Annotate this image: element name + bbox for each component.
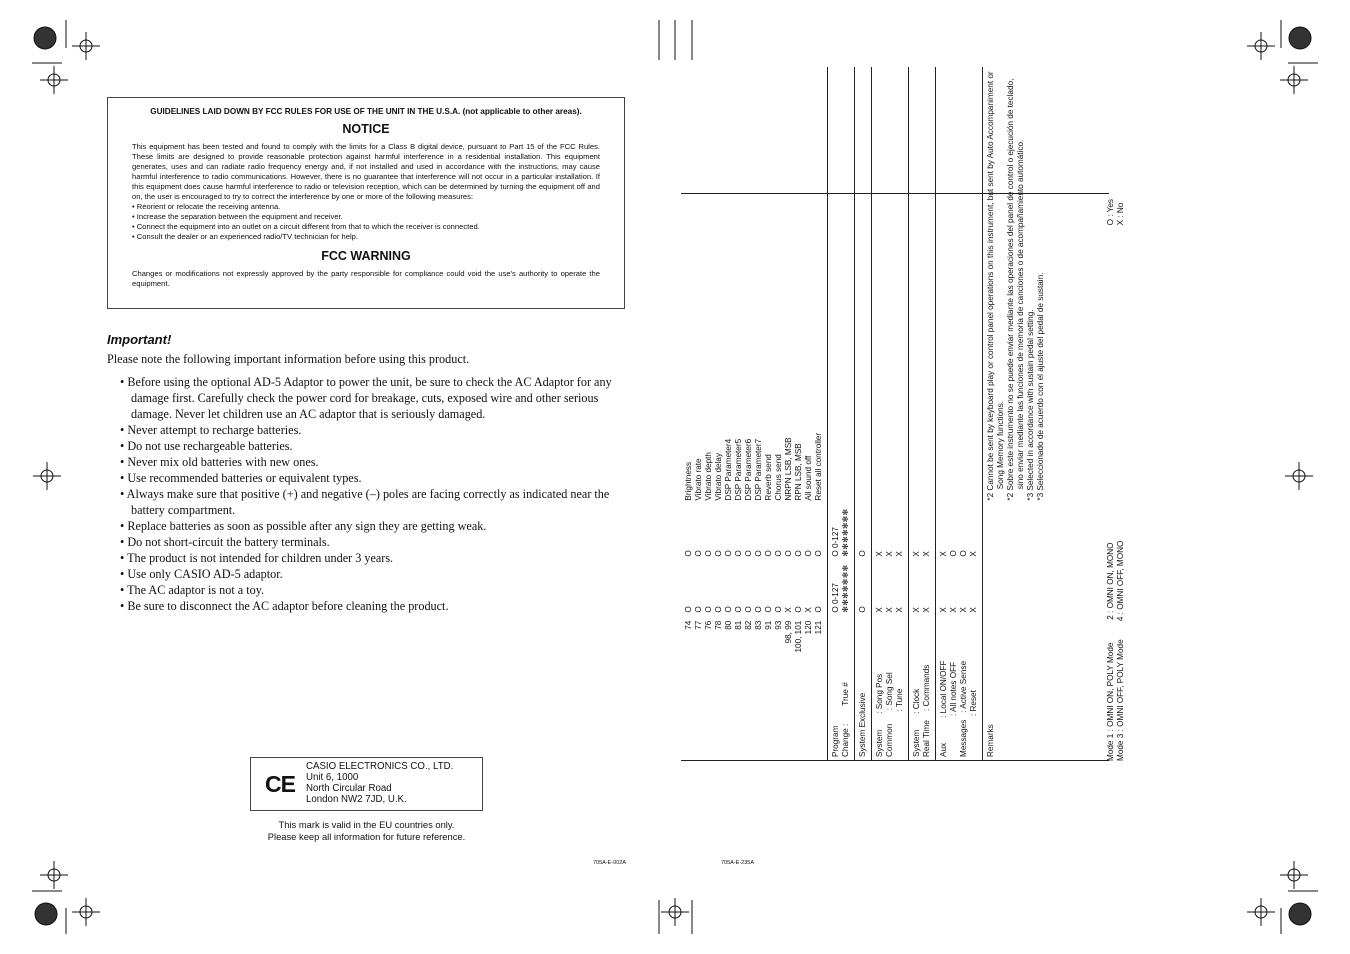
midi-cell: Remarks — [983, 657, 1050, 761]
midi-cell: X X X X — [936, 561, 983, 617]
important-item: • Never attempt to recharge batteries. — [120, 423, 302, 437]
midi-cell — [909, 617, 936, 657]
ce-note-line: Please keep all information for future reference. — [267, 831, 466, 842]
ce-address — [306, 761, 453, 805]
important-item: • Replace batteries as soon as possible after any sign they are getting weak. — [120, 519, 487, 533]
midi-table-row — [936, 67, 983, 761]
notice-title: NOTICE — [342, 122, 390, 136]
important-item: • Do not use rechargeable batteries. — [120, 439, 293, 453]
midi-cell — [681, 657, 828, 761]
midi-legend — [1106, 193, 1130, 761]
fcc-heading: GUIDELINES LAID DOWN BY FCC RULES FOR USE OF THE UNIT IN THE U.S.A. (not applicable to other areas). — [150, 107, 582, 116]
midi-table-row — [855, 67, 872, 761]
midi-table-row — [909, 67, 936, 761]
midi-cell: X O O X — [936, 505, 983, 561]
ce-address-line: London NW2 7JD, U.K. — [306, 794, 407, 805]
notice-body: This equipment has been tested and found to comply with the limits for a Class B digital device, pursuant to Part 15 of the FCC Rules. These limits are designed to provide reasonable protection against harmful interference in a residential installation. This equipment generates, uses and can radiate radio frequency energy and, if not installed and used in accordance with the instructions, may cause harmful interference to radio communications. However, there is no guarantee that interference will not occur in a particular installation. If this equipment does cause harmful interference to radio or television reception, which can be determined by turning the equipment off and on, the user is encouraged to try to correct the interference by one or more of the following measures: — [132, 142, 600, 201]
midi-cell: *2 Cannot be sent by keyboard play or control panel operations on this instrument, but sent by Auto Accompaniment or Song Memory functions. *2 Sobre este instrumento no se puede enviar mediante las operaciones del panel de control o ejecución de teclado, sino enviar mediante las funciones de memoria de canciones o de acompañamiento automático. *3 Selected in accordance with sustain pedal setting. *3 Seleccionado de acuerdo con el ajuste del pedal de sustain. — [983, 67, 1050, 504]
fcc-notice-box — [107, 97, 625, 309]
midi-cell: O 0-127 ✻✻✻✻✻✻✻ — [828, 561, 855, 617]
midi-cell: System Exclusive — [855, 657, 872, 761]
important-intro: Please note the following important information before using this product. — [107, 352, 470, 366]
midi-yes-no-legend: O : Yes X : No — [1106, 199, 1125, 226]
midi-table-row — [872, 67, 909, 761]
document-code-left: 705A-E-002A — [593, 860, 627, 866]
midi-cell: Aux : Local ON/OFF : All notes OFF Messages : Active Sense : Reset — [936, 657, 983, 761]
important-item: • Always make sure that positive (+) and negative (–) poles are facing correctly as indicated near the battery compartment. — [120, 487, 610, 517]
midi-cell — [909, 67, 936, 504]
midi-cell: Program Change : True # — [828, 657, 855, 761]
important-item: • Use recommended batteries or equivalent types. — [120, 471, 362, 485]
midi-cell: X X — [909, 505, 936, 561]
midi-table-row — [828, 67, 855, 761]
midi-cell: 74 77 76 78 80 81 82 83 91 93 98, 99 100, 101 120 121 — [684, 620, 823, 653]
midi-cell — [936, 617, 983, 657]
important-item: • Before using the optional AD-5 Adaptor to power the unit, be sure to check the AC Adaptor for any damage first. Carefully check the power cord for breakage, cuts, exposed wire and other serious damage. Never let children use an AC adaptor that is seriously damaged. — [120, 375, 612, 421]
fcc-measure-item: • Increase the separation between the equipment and receiver. — [132, 212, 343, 221]
midi-cell: O 0-127 ✻✻✻✻✻✻✻ — [828, 505, 855, 561]
important-item: • Do not short-circuit the battery terminals. — [120, 535, 330, 549]
midi-cell: System : Song Pos Common : Song Sel : Tune — [872, 657, 909, 761]
midi-cell — [983, 561, 1050, 617]
midi-cell: O — [855, 561, 872, 617]
ce-logo: CE — [265, 771, 295, 797]
midi-cell: O O O O O O O O O O O O O O — [684, 550, 823, 557]
midi-cell — [936, 67, 983, 504]
midi-cell — [828, 67, 855, 504]
ce-address-line: Unit 6, 1000 — [306, 772, 359, 783]
midi-cell: Brightness Vibrato rate Vibrato depth Vibrato delay DSP Parameter4 DSP Parameter5 DSP Parameter6 DSP Parameter7 Reverb send Chorus send NRPN LSB, MSB RPN LSB, MSB All sound off Reset all controller — [684, 432, 823, 501]
fcc-measure-item: • Reorient or relocate the receiving antenna. — [132, 202, 281, 211]
important-item: • Never mix old batteries with new ones. — [120, 455, 319, 469]
midi-cell — [872, 617, 909, 657]
midi-table-row — [983, 67, 1050, 761]
midi-cell: X X X — [872, 505, 909, 561]
fcc-warning-title: FCC WARNING — [321, 249, 411, 263]
midi-table-body — [681, 67, 1049, 761]
ce-address-line: North Circular Road — [306, 783, 392, 794]
midi-mode-legend: Mode 1 : OMNI ON, POLY Mode 2 : OMNI ON, MONO Mode 3 : OMNI OFF, POLY Mode 4 : OMNI OFF, MONO — [1106, 540, 1125, 761]
midi-cell — [855, 617, 872, 657]
important-item: • The product is not intended for children under 3 years. — [120, 551, 394, 565]
fcc-measure-item: • Connect the equipment into an outlet on a circuit different from that to which the receiver is connected. — [132, 222, 480, 231]
midi-table-row — [681, 67, 828, 761]
fcc-measure-item: • Consult the dealer or an experienced radio/TV technician for help. — [132, 232, 358, 241]
fcc-warning-body: Changes or modifications not expressly approved by the party responsible for compliance could void the use's authority to operate the equipment. — [132, 269, 600, 288]
midi-table — [681, 67, 1049, 761]
fcc-measures-list — [132, 202, 600, 242]
important-list — [120, 374, 626, 614]
midi-cell — [983, 617, 1050, 657]
midi-cell: O — [855, 505, 872, 561]
midi-cell: X X — [909, 561, 936, 617]
ce-note — [250, 819, 483, 843]
midi-cell — [828, 617, 855, 657]
midi-cell — [983, 505, 1050, 561]
important-item: • Be sure to disconnect the AC adaptor before cleaning the product. — [120, 599, 449, 613]
midi-cell — [855, 67, 872, 504]
midi-cell: X X X — [872, 561, 909, 617]
document-code-right: 705A-E-235A — [721, 860, 755, 866]
midi-cell — [872, 67, 909, 504]
ce-mark-box — [250, 757, 483, 811]
important-heading: Important! — [107, 332, 172, 347]
ce-note-line: This mark is valid in the EU countries only. — [278, 819, 455, 830]
important-item: • Use only CASIO AD-5 adaptor. — [120, 567, 283, 581]
midi-implementation-chart — [681, 71, 1135, 761]
midi-cell: System : Clock Real Time : Commands — [909, 657, 936, 761]
ce-address-line: CASIO ELECTRONICS CO., LTD. — [306, 761, 454, 772]
important-item: • The AC adaptor is not a toy. — [120, 583, 265, 597]
midi-cell: O O O O O O O O O O X O X O — [684, 606, 823, 613]
